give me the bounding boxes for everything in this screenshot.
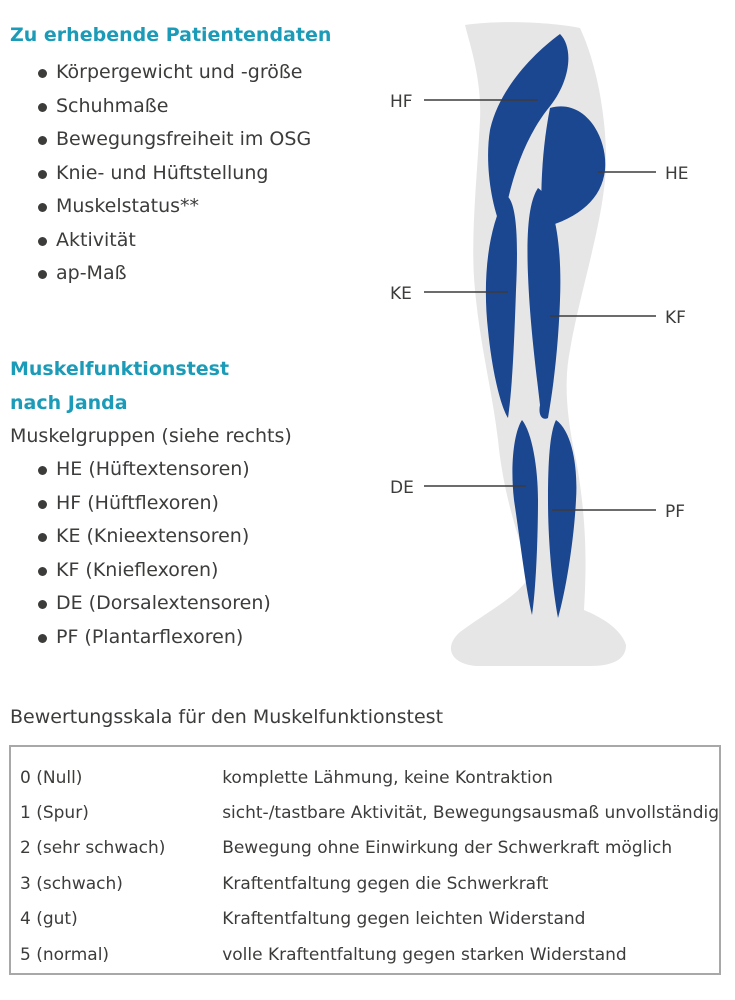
table-row	[11, 760, 719, 795]
leg-muscle-diagram	[380, 20, 720, 680]
table-row	[11, 795, 719, 830]
patient-data-list	[38, 56, 311, 291]
list-item: DE (Dorsalextensoren)	[38, 587, 271, 621]
patient-data-heading: Zu erhebende Patientendaten	[10, 24, 332, 46]
muscle-test-heading-line1: Muskelfunktionstest	[10, 358, 230, 380]
scale-description: Kraftentfaltung gegen leichten Widerstand	[222, 909, 586, 930]
scale-level: 2 (sehr schwach)	[20, 838, 166, 859]
scale-description: volle Kraftentfaltung gegen starken Widerstand	[222, 944, 627, 965]
list-item: HE (Hüftextensoren)	[38, 453, 271, 487]
scale-description: sicht-/tastbare Aktivität, Bewegungsausmaß unvollständig	[222, 803, 719, 824]
scale-title: Bewertungsskala für den Muskelfunktionstest	[10, 706, 444, 728]
scale-level: 0 (Null)	[20, 767, 83, 788]
muscle-groups-subheading: Muskelgruppen (siehe rechts)	[10, 425, 292, 447]
label-pf: PF	[665, 502, 686, 522]
list-item: ap-Maß	[38, 257, 311, 291]
scale-description: Kraftentfaltung gegen die Schwerkraft	[222, 873, 549, 894]
table-row	[11, 902, 719, 937]
table-row	[11, 937, 719, 972]
scale-level: 3 (schwach)	[20, 873, 123, 894]
scale-description: komplette Lähmung, keine Kontraktion	[222, 767, 553, 788]
table-row	[11, 866, 719, 901]
list-item: Knie- und Hüftstellung	[38, 157, 311, 191]
scale-level: 4 (gut)	[20, 909, 78, 930]
list-item: KF (Knieflexoren)	[38, 554, 271, 588]
list-item: KE (Knieextensoren)	[38, 520, 271, 554]
label-de: DE	[390, 478, 414, 498]
muscle-groups-list	[38, 453, 271, 654]
rating-scale-table	[9, 745, 721, 975]
list-item: Muskelstatus**	[38, 190, 311, 224]
label-he: HE	[665, 164, 689, 184]
list-item: Körpergewicht und -größe	[38, 56, 311, 90]
label-kf: KF	[665, 308, 686, 328]
scale-description: Bewegung ohne Einwirkung der Schwerkraft möglich	[222, 838, 673, 859]
list-item: HF (Hüftflexoren)	[38, 487, 271, 521]
list-item: Bewegungsfreiheit im OSG	[38, 123, 311, 157]
muscle-test-heading-line2: nach Janda	[10, 392, 128, 414]
scale-level: 5 (normal)	[20, 944, 110, 965]
scale-level: 1 (Spur)	[20, 803, 89, 824]
list-item: PF (Plantarflexoren)	[38, 621, 271, 655]
label-hf: HF	[390, 92, 413, 112]
list-item: Aktivität	[38, 224, 311, 258]
list-item: Schuhmaße	[38, 90, 311, 124]
table-row	[11, 831, 719, 866]
label-ke: KE	[390, 284, 412, 304]
